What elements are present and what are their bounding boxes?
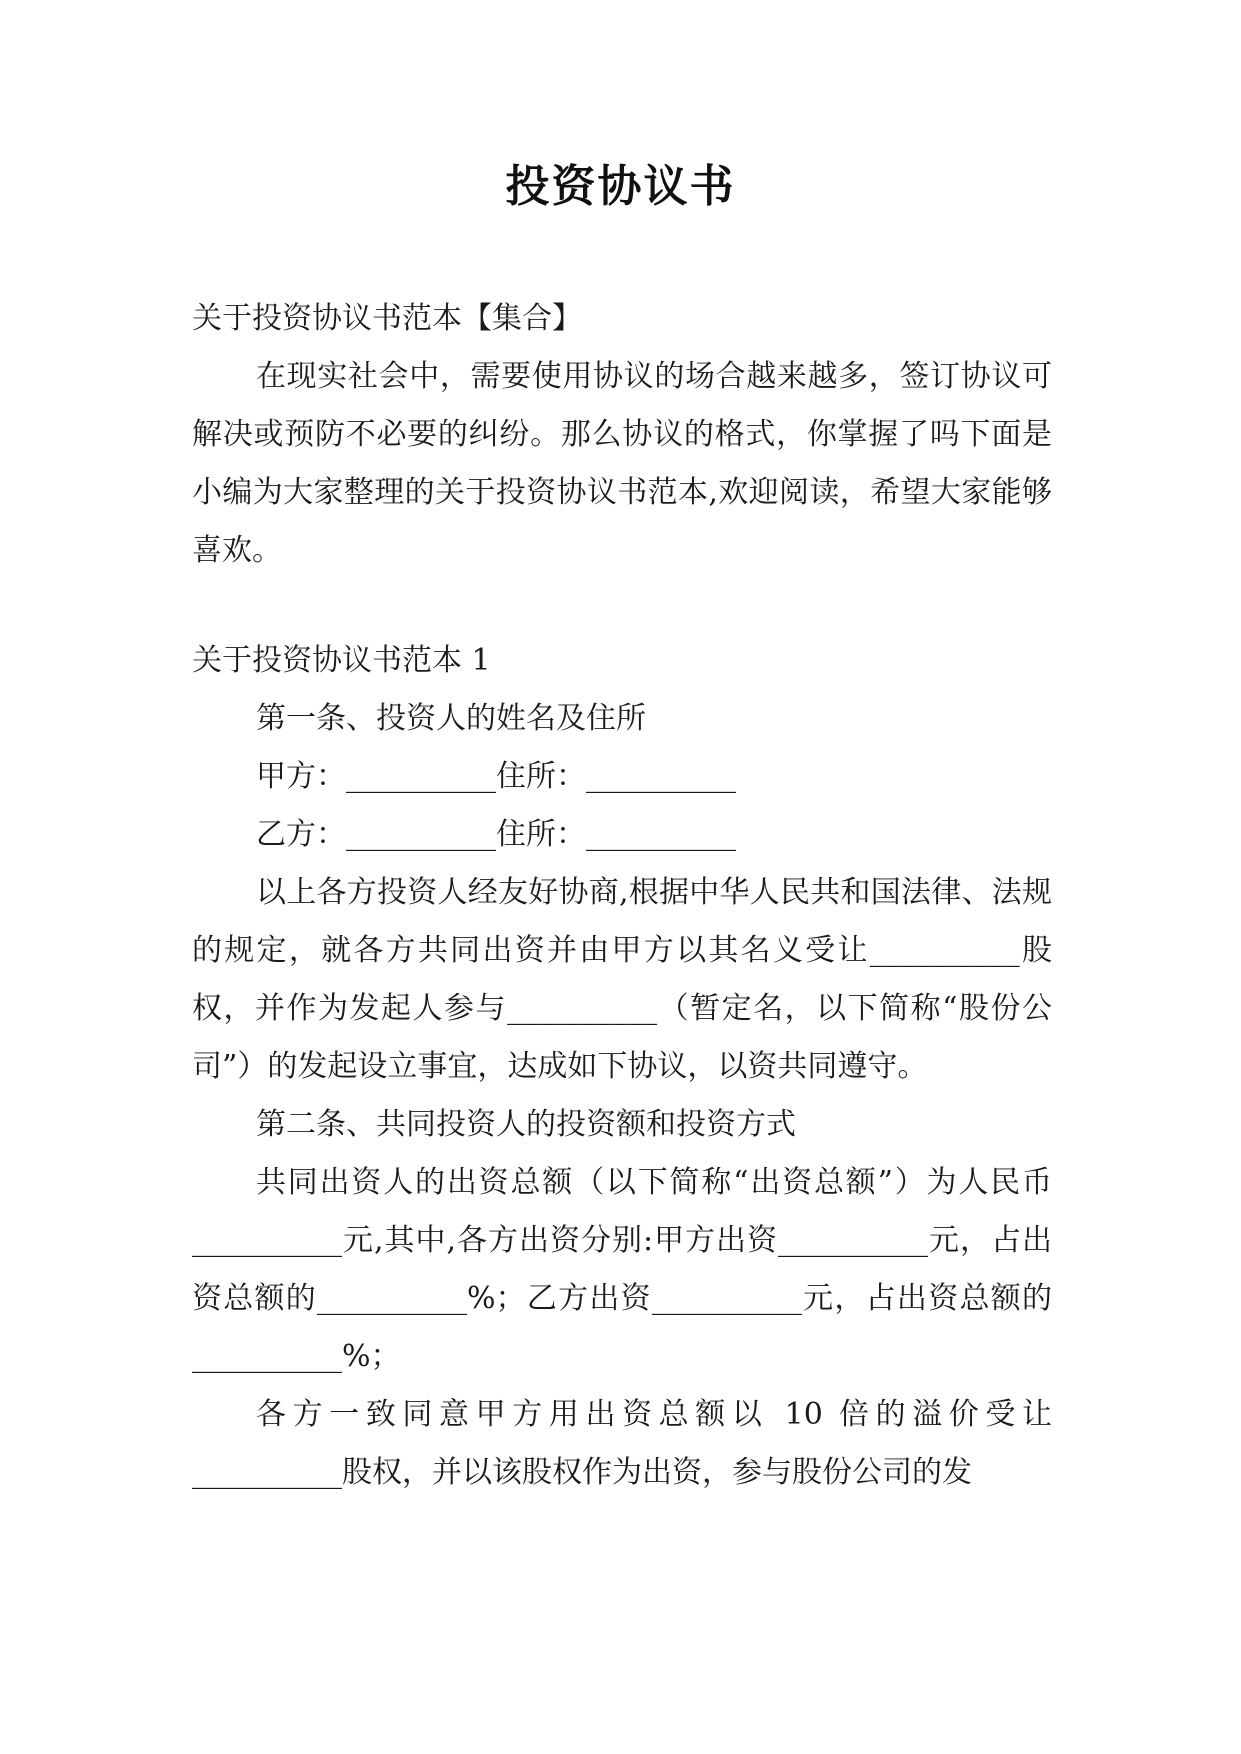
transfer-paragraph: 各方一致同意甲方用出资总额以 10 倍的溢价受让__________股权，并以该股权作为出资，参与股份公司的发	[192, 1397, 1052, 1490]
investment-paragraph: 共同出资人的出资总额（以下简称“出资总额”）为人民币__________元,其中,各方出资分别:甲方出资__________元，占出资总额的__________%；乙方出资__________元，占出资总额的__________%；	[192, 1165, 1052, 1374]
intro-paragraph: 在现实社会中，需要使用协议的场合越来越多，签订协议可解决或预防不必要的纠纷。那么协议的格式，你掌握了吗下面是小编为大家整理的关于投资协议书范本,欢迎阅读，希望大家能够喜欢。	[192, 359, 1052, 568]
agreement-paragraph: 以上各方投资人经友好协商,根据中华人民共和国法律、法规的规定，就各方共同出资并由甲方以其名义受让__________股权，并作为发起人参与__________（暂定名，以下简称“股份公司”）的发起设立事宜，达成如下协议，以资共同遵守。	[192, 875, 1052, 1084]
document-subtitle: 关于投资协议书范本【集合】	[192, 301, 582, 336]
party-a-line: 甲方：__________住所：__________	[256, 759, 736, 794]
section-heading: 关于投资协议书范本 1	[192, 643, 491, 678]
party-b-line: 乙方：__________住所：__________	[256, 817, 736, 852]
document-title: 投资协议书	[505, 161, 736, 212]
section-spacer	[192, 580, 1052, 632]
article-heading: 第一条、投资人的姓名及住所	[256, 701, 646, 736]
article-heading: 第二条、共同投资人的投资额和投资方式	[256, 1107, 796, 1142]
document-body	[192, 290, 1052, 1502]
